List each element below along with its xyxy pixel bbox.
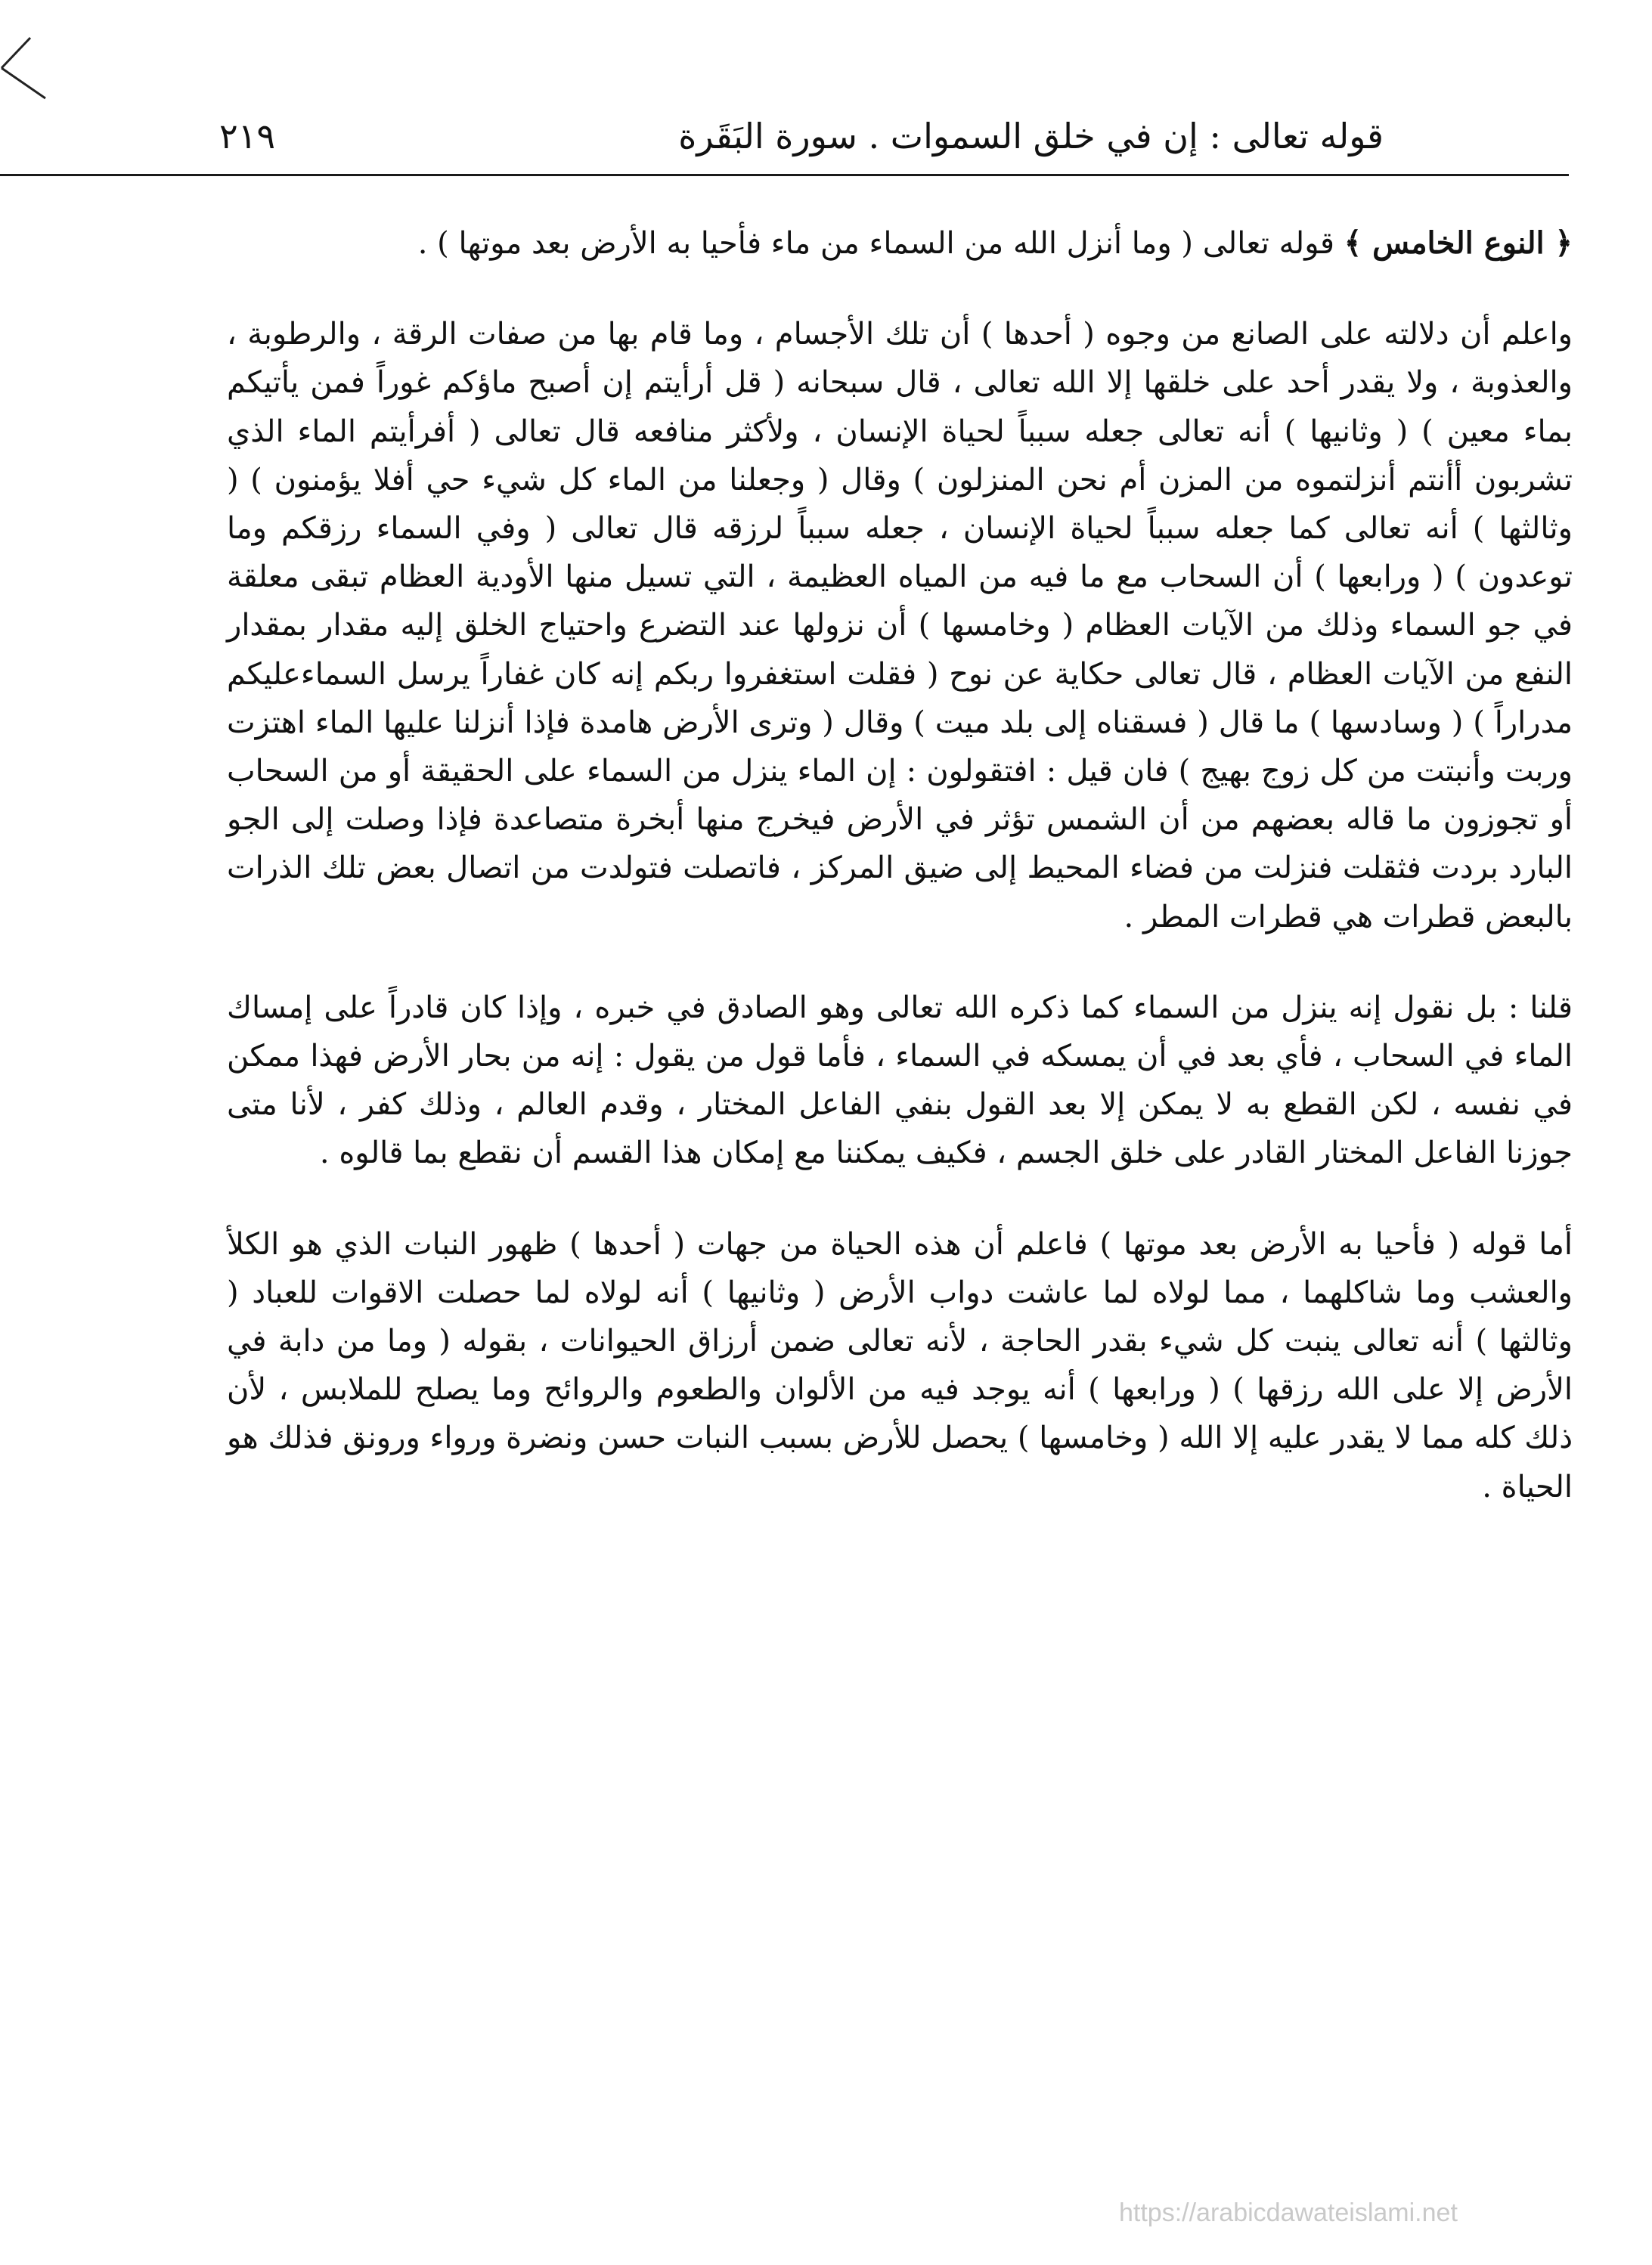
paragraph-response: قلنا : بل نقول إنه ينزل من السماء كما ذكره الله تعالى وهو الصادق في خبره ، وإذا كان قادراً على إمساك الماء في السحاب ، فأي بعد في أن يمسكه في السماء ، فأما قول من يقول : إنه من بحار الأرض فهذا ممكن في نفسه ، لكن القطع به لا يمكن إلا بعد القول بنفي الفاعل المختار ، وقدم العالم ، وذلك كفر ، لأنا متى جوزنا الفاعل المختار القادر على خلق الجسم ، فكيف يمكننا مع إمكان هذا القسم أن نقطع بما قالوه . [227, 990, 1573, 1171]
page-number: ٢١٩ [219, 116, 276, 156]
section-intro-text: قوله تعالى ( وما أنزل الله من السماء من ماء فأحيا به الأرض بعد موتها ) . [417, 226, 1334, 261]
paragraph-revival: أما قوله ( فأحيا به الأرض بعد موتها ) فاعلم أن هذه الحياة من جهات ( أحدها ) ظهور النبات الذي هو الكلأ والعشب وما شاكلهما ، مما لولاه لما عاشت دواب الأرض ( وثانيها ) أنه لولاه لما حصلت الاقوات للعباد ( وثالثها ) أنه تعالى ينبت كل شيء بقدر الحاجة ، لأنه تعالى ضمن أرزاق الحيوانات ، بقوله ( وما من دابة في الأرض إلا على الله رزقها ) ( ورابعها ) أنه يوجد فيه من الألوان والطعوم والروائح وما يصلح للملابس ، لأن ذلك كله مما لا يقدر عليه إلا الله ( وخامسها ) يحصل للأرض بسبب النبات حسن ونضرة ورواء ورونق فذلك هو الحياة . [227, 1226, 1573, 1504]
running-title: قوله تعالى : إن في خلق السموات . سورة البَقَرة [678, 116, 1384, 156]
header-rule [0, 174, 1569, 176]
paragraph-evidence: واعلم أن دلالته على الصانع من وجوه ( أحدها ) أن تلك الأجسام ، وما قام بها من صفات الرقة ، والرطوبة ، والعذوبة ، ولا يقدر أحد على خلقها إلا الله تعالى ، قال سبحانه ( قل أرأيتم إن أصبح ماؤكم غوراً فمن يأتيكم بماء معين ) ( وثانيها ) أنه تعالى جعله سبباً لحياة الإنسان ، ولأكثر منافعه قال تعالى ( أفرأيتم الماء الذي تشربون أأنتم أنزلتموه من المزن أم نحن المنزلون ) وقال ( وجعلنا من الماء كل شيء حي أفلا يؤمنون ) ( وثالثها ) أنه تعالى كما جعله سبباً لحياة الإنسان ، جعله سبباً لرزقه قال تعالى ( وفي السماء رزقكم وما توعدون ) ( ورابعها ) أن السحاب مع ما فيه من المياه العظيمة ، التي تسيل منها الأودية العظام تبقى معلقة في جو السماء وذلك من الآيات العظام ( وخامسها ) أن نزولها عند التضرع واحتياج الخلق إليه مقدار بمقدار النفع من الآيات العظام ، قال تعالى حكاية عن نوح ( فقلت استغفروا ربكم إنه كان غفاراً يرسل السماءعليكم مدراراً ) ( وسادسها ) ما قال ( فسقناه إلى بلد ميت ) وقال ( وترى الأرض هامدة فإذا أنزلنا عليها الماء اهتزت وربت وأنبتت من كل زوج بهيج ) فان قيل : افتقولون : إن الماء ينزل من السماء على الحقيقة أو من السحاب أو تجوزون ما قاله بعضهم من أن الشمس تؤثر في الأرض فيخرج منها أبخرة متصاعدة فإذا وصلت إلى الجو البارد بردت فثقلت فنزلت من فضاء المحيط إلى ضيق المركز ، فاتصلت فتولدت من اتصال بعض تلك الذرات بالبعض قطرات هي قطرات المطر . [227, 317, 1573, 934]
main-text [227, 219, 1573, 1511]
watermark: https://arabicdawateislami.net [1119, 2198, 1458, 2227]
page-corner-mark [0, 23, 60, 106]
paragraph-section-heading [227, 219, 1573, 268]
section-heading: ﴿ النوع الخامس ﴾ [1344, 225, 1573, 261]
page-header [219, 113, 1565, 166]
